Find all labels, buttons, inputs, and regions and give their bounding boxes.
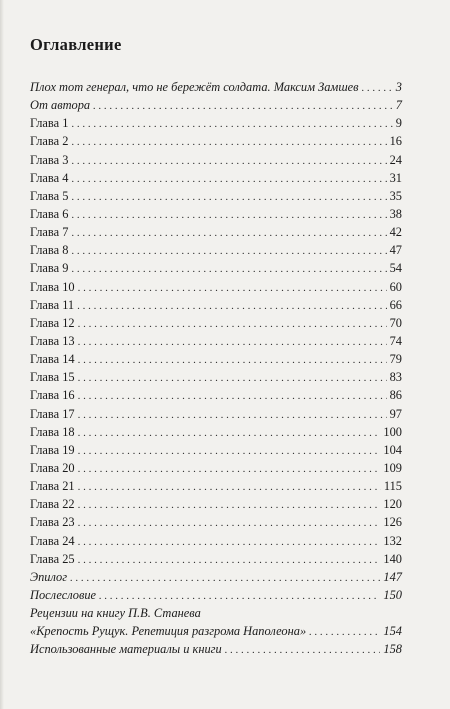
dot-leader	[71, 170, 386, 188]
toc-entry-title: Глава 9	[30, 261, 69, 276]
toc-entry-title: Глава 5	[30, 188, 69, 203]
toc-entry	[30, 314, 402, 332]
page-title: Оглавление	[30, 35, 122, 54]
toc-entry-page-number: 79	[389, 352, 402, 367]
toc-entry-page-number: 150	[383, 587, 402, 602]
toc-entry-title: Глава 12	[30, 315, 75, 330]
dot-leader	[78, 551, 381, 569]
toc-entry-title: Глава 6	[30, 206, 69, 221]
dot-leader	[71, 188, 386, 206]
toc-entry-page-number: 126	[383, 515, 402, 530]
dot-leader	[78, 496, 381, 514]
toc-entry-page-number: 3	[395, 80, 402, 94]
toc-entry-page-number: 115	[383, 479, 402, 494]
toc-entry-page-number: 9	[395, 116, 402, 131]
dot-leader	[78, 387, 387, 405]
toc-entry-page-number: 120	[383, 497, 402, 512]
toc-entry-title: «Крепость Рущук. Репетиция разгрома Наполеона»	[30, 624, 307, 639]
toc-entry-page-number: 70	[389, 315, 402, 330]
toc-entry-page-number: 100	[383, 424, 402, 439]
toc-entry	[30, 350, 402, 368]
dot-leader	[362, 79, 393, 97]
toc-entry-title: Глава 1	[30, 116, 69, 131]
toc-entry-page-number: 97	[389, 406, 402, 421]
toc-entry-title: Глава 8	[30, 243, 69, 258]
dot-leader	[70, 569, 380, 587]
dot-leader	[78, 315, 387, 333]
dot-leader	[93, 97, 393, 115]
dot-leader	[78, 369, 387, 387]
toc-entry-page-number: 54	[389, 261, 402, 276]
toc-entry-title: Глава 17	[30, 406, 75, 421]
toc-entry-title: Глава 18	[30, 424, 75, 439]
toc-entry-title: Глава 21	[30, 479, 75, 494]
toc-entry-title: Глава 16	[30, 388, 75, 403]
toc-entry-page-number: 60	[389, 279, 402, 294]
toc-entry-title: Послесловие	[30, 587, 97, 602]
toc-entry	[30, 368, 402, 386]
toc-entry-title: Глава 2	[30, 134, 69, 149]
dot-leader	[71, 115, 392, 133]
toc-entry	[30, 640, 402, 658]
toc-entry-title: Рецензии на книгу П.В. Станева	[30, 606, 201, 621]
dot-leader	[71, 224, 386, 242]
toc-entry-page-number: 109	[383, 460, 402, 475]
toc-entry	[30, 151, 402, 169]
toc-entry	[30, 622, 402, 640]
toc-entry	[30, 259, 402, 277]
toc-entry-page-number: 147	[383, 569, 402, 584]
dot-leader	[78, 460, 381, 478]
toc-entry	[30, 278, 402, 296]
toc-entry	[30, 495, 402, 513]
toc-entry-title: Глава 7	[30, 225, 69, 240]
toc-entry-title: Глава 20	[30, 460, 75, 475]
toc-entry-page-number: 154	[383, 624, 402, 639]
toc-entry-page-number: 35	[389, 188, 402, 203]
toc-entry-page-number: 47	[389, 243, 402, 258]
toc-entry-page-number: 158	[383, 642, 402, 657]
dot-leader	[71, 133, 386, 151]
dot-leader	[71, 260, 386, 278]
toc-entry-page-number: 31	[389, 170, 402, 185]
toc-entry	[30, 513, 402, 531]
toc-entry	[30, 477, 402, 495]
dot-leader	[225, 641, 381, 659]
page-edge-shadow	[0, 0, 4, 709]
toc-entry	[30, 386, 402, 404]
toc-entry-page-number: 38	[389, 206, 402, 221]
toc-entry	[30, 78, 402, 96]
toc-entry	[30, 423, 402, 441]
dot-leader	[71, 242, 386, 260]
toc-entry	[30, 114, 402, 132]
toc-entry-title: Глава 13	[30, 333, 75, 348]
toc-entry	[30, 223, 402, 241]
toc-entry-title: Глава 15	[30, 370, 75, 385]
toc-entry-title: Глава 25	[30, 551, 75, 566]
toc-entry-title: Глава 3	[30, 152, 69, 167]
toc-entry-page-number: 7	[395, 98, 402, 113]
dot-leader	[78, 442, 381, 460]
toc-entry	[30, 241, 402, 259]
toc-entry-page-number: 24	[389, 152, 402, 167]
toc-entry-title: Эпилог	[30, 569, 68, 584]
toc-entry	[30, 205, 402, 223]
toc-entry	[30, 604, 402, 622]
toc-entry-title: Использованные материалы и книги	[30, 642, 222, 657]
dot-leader	[78, 351, 387, 369]
dot-leader	[71, 206, 386, 224]
toc-entry	[30, 405, 402, 423]
toc-entry-title: Глава 23	[30, 515, 75, 530]
toc-entry	[30, 568, 402, 586]
toc-entry	[30, 96, 402, 114]
dot-leader	[78, 533, 381, 551]
toc-entry-page-number: 104	[383, 442, 402, 457]
dot-leader	[78, 478, 381, 496]
toc-entry-title: Глава 14	[30, 352, 75, 367]
toc-entry-page-number: 140	[383, 551, 402, 566]
toc-entry-title: Глава 11	[30, 297, 75, 312]
toc-entry-title: Плох тот генерал, что не бережёт солдата. Максим Замшев	[30, 80, 359, 94]
table-of-contents	[30, 78, 402, 659]
toc-entry-title: Глава 10	[30, 279, 75, 294]
toc-entry-page-number: 83	[389, 370, 402, 385]
toc-entry-title: От автора	[30, 98, 91, 113]
toc-entry	[30, 187, 402, 205]
toc-entry-title: Глава 4	[30, 170, 69, 185]
toc-entry	[30, 132, 402, 150]
toc-entry-page-number: 66	[389, 297, 402, 312]
toc-entry-page-number: 86	[389, 388, 402, 403]
toc-entry	[30, 169, 402, 187]
dot-leader	[78, 514, 381, 532]
toc-entry	[30, 332, 402, 350]
toc-entry-page-number: 132	[383, 533, 402, 548]
dot-leader	[309, 623, 380, 641]
dot-leader	[78, 424, 381, 442]
toc-entry-page-number: 42	[389, 225, 402, 240]
toc-entry-page-number: 16	[389, 134, 402, 149]
toc-entry-title: Глава 24	[30, 533, 75, 548]
dot-leader	[78, 279, 387, 297]
dot-leader	[78, 333, 387, 351]
toc-entry	[30, 441, 402, 459]
toc-entry	[30, 532, 402, 550]
toc-entry-title: Глава 19	[30, 442, 75, 457]
toc-entry-title: Глава 22	[30, 497, 75, 512]
dot-leader	[71, 152, 386, 170]
toc-entry	[30, 459, 402, 477]
toc-entry-page-number: 74	[389, 333, 402, 348]
dot-leader	[78, 406, 387, 424]
dot-leader	[77, 297, 386, 315]
toc-entry	[30, 296, 402, 314]
dot-leader	[99, 587, 380, 605]
toc-entry	[30, 586, 402, 604]
toc-entry	[30, 550, 402, 568]
